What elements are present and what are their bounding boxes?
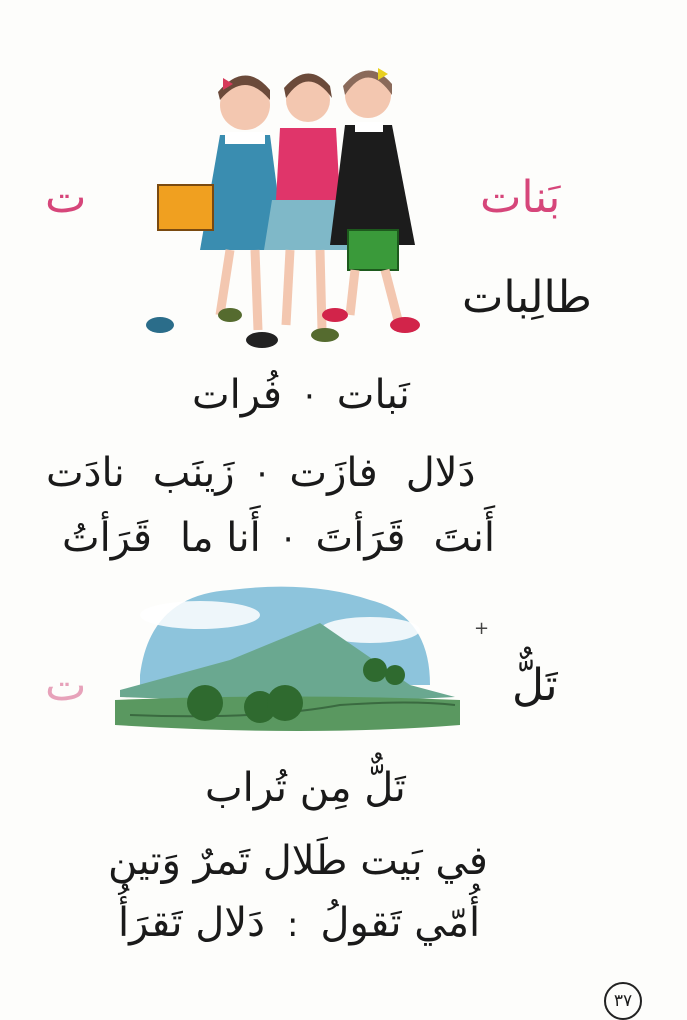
word-tall-text: تَلٌّ xyxy=(512,660,558,711)
sentence3-colon: : xyxy=(286,905,299,945)
row3-separator: · xyxy=(282,520,294,560)
girls-illustration xyxy=(140,60,440,360)
girl-black-dress xyxy=(322,68,420,333)
row1-word1: نَبات xyxy=(336,372,410,418)
word-banat xyxy=(480,172,560,223)
row-1 xyxy=(192,372,410,418)
row3-word4: قَرَأتُ xyxy=(62,515,152,561)
plus-mark: + xyxy=(474,618,490,639)
word-talibat: طالِبات xyxy=(462,272,592,323)
sentence-1: تَلٌّ مِن تُراب xyxy=(205,765,406,811)
sentence3-part1: أُمّي تَقولُ xyxy=(320,900,481,946)
row3-word1: أَنتَ xyxy=(433,515,496,561)
row-2 xyxy=(46,450,475,496)
row1-word2: فُرات xyxy=(192,372,282,418)
row2-word1: دَلال xyxy=(405,450,476,496)
row3-word3: أَنا ما xyxy=(179,515,261,561)
row2-word3: زَينَب xyxy=(152,450,235,496)
word-tall xyxy=(512,660,558,711)
row2-separator: · xyxy=(256,455,268,495)
page-number xyxy=(604,982,642,1020)
letter-ta-top: ت xyxy=(45,172,87,223)
hill-illustration xyxy=(110,575,470,745)
row2-word4: نادَت xyxy=(46,450,125,496)
sentence-3 xyxy=(118,900,480,946)
letter-ta-bottom: ت xyxy=(45,660,87,711)
sentence3-part2: دَلال تَقرَأُ xyxy=(118,900,265,946)
girl-blue-dress xyxy=(146,75,285,348)
row2-word2: فازَت xyxy=(289,450,378,496)
row1-separator: · xyxy=(303,377,315,417)
row-3 xyxy=(62,515,495,561)
sentence-2: في بَيت طَلال تَمرٌ وَتين xyxy=(108,838,488,884)
row3-word2: قَرَأتَ xyxy=(315,515,406,561)
page-number-text: ٣٧ xyxy=(613,991,633,1011)
word-banat-text: بَنات xyxy=(480,172,561,223)
